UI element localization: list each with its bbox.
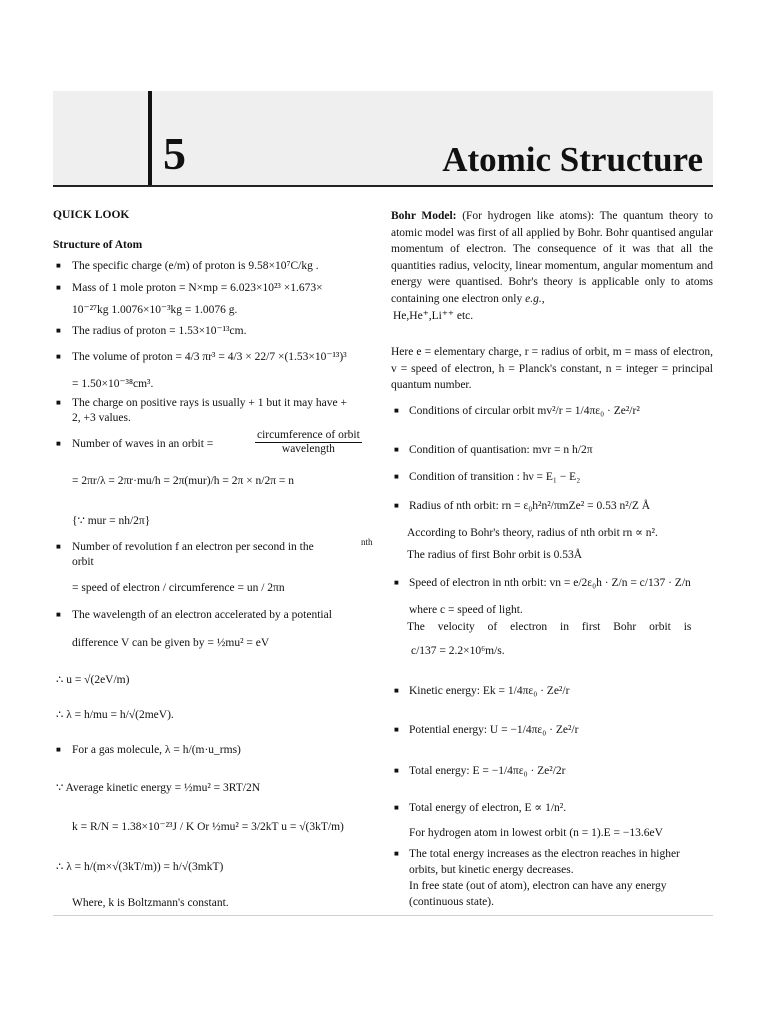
waves-equation: = 2πr/λ = 2πr·mu/h = 2π(mur)/h = 2π × n/2π = n bbox=[72, 475, 295, 487]
bullet-icon: ■ bbox=[56, 745, 61, 754]
bullet-icon: ■ bbox=[394, 445, 399, 454]
wavelength-text: The wavelength of an electron accelerated by a potential bbox=[72, 609, 332, 621]
total-energy: Total energy: E = −1/4πε₀ · Ze²/2r bbox=[409, 765, 566, 777]
waves-fraction-numerator: circumference of orbit bbox=[257, 429, 360, 441]
bottom-divider bbox=[53, 915, 713, 916]
bullet-icon: ■ bbox=[394, 803, 399, 812]
mass-mole-text: Mass of 1 mole proton = N×mp = 6.023×10²³ ×1.673× bbox=[72, 282, 323, 294]
de-broglie-equation: ∴ λ = h/mu = h/√(2meV). bbox=[56, 709, 174, 721]
potential-energy: Potential energy: U = −1/4πε₀ · Ze²/r bbox=[409, 724, 579, 736]
bullet-icon: ■ bbox=[56, 326, 61, 335]
velocity-first-orbit: The velocity of electron in first Bohr orbit is bbox=[407, 621, 692, 633]
first-bohr-radius: The radius of first Bohr orbit is 0.53Å bbox=[407, 549, 583, 561]
volume-proton-text: The volume of proton = 4/3 πr³ = 4/3 × 22/7 ×(1.53×10⁻¹³)³ bbox=[72, 351, 347, 363]
gas-molecule-text: For a gas molecule, λ = h/(m·u_rms) bbox=[72, 744, 241, 756]
radius-note: According to Bohr's theory, radius of nth orbit rn ∝ n². bbox=[407, 527, 658, 539]
transition-condition: Condition of transition : hν = E₁ − E₂ bbox=[409, 471, 581, 483]
speed-equation: Speed of electron in nth orbit: vn = e/2ε₀h · Z/n = c/137 · Z/n bbox=[409, 577, 691, 589]
revolution-continued: orbit bbox=[72, 556, 94, 568]
radius-nth-orbit: Radius of nth orbit: rn = ε₀h²n²/πmZe² = 0.53 n²/Z Å bbox=[409, 500, 651, 512]
bullet-icon: ■ bbox=[394, 472, 399, 481]
bullet-icon: ■ bbox=[394, 501, 399, 510]
boltzmann-note: Where, k is Boltzmann's constant. bbox=[72, 897, 229, 909]
bullet-icon: ■ bbox=[56, 283, 61, 292]
chapter-title: Atomic Structure bbox=[442, 140, 703, 179]
speed-of-light-note: where c = speed of light. bbox=[409, 604, 523, 616]
hydrogen-lowest-orbit: For hydrogen atom in lowest orbit (n = 1).E = −13.6eV bbox=[409, 827, 663, 839]
mass-mole-continued: 10⁻²⁷kg 1.0076×10⁻³kg = 1.0076 g. bbox=[72, 304, 238, 316]
bullet-icon: ■ bbox=[56, 261, 61, 270]
specific-charge-text: The specific charge (e/m) of proton is 9.58×10⁷C/kg . bbox=[72, 260, 319, 272]
bohr-model-label: Bohr Model: bbox=[391, 210, 457, 222]
bullet-icon: ■ bbox=[56, 542, 61, 551]
average-ke-equation: ∵ Average kinetic energy = ½mu² = 3RT/2N bbox=[56, 782, 261, 794]
waves-fraction bbox=[255, 429, 362, 456]
bullet-icon: ■ bbox=[56, 610, 61, 619]
charge-rays-text: The charge on positive rays is usually + 1 but it may have + bbox=[72, 397, 347, 409]
velocity-first-equation: c/137 = 2.2×10⁶m/s. bbox=[411, 645, 505, 657]
bullet-icon: ■ bbox=[56, 352, 61, 361]
revolution-equation: = speed of electron / circumference = un / 2πn bbox=[72, 582, 285, 594]
chapter-header bbox=[53, 91, 713, 187]
symbols-paragraph: Here e = elementary charge, r = radius of orbit, m = mass of electron, v = speed of electron, h = Planck's constant, n = integer = principal quantum number. bbox=[391, 346, 713, 391]
structure-heading: Structure of Atom bbox=[53, 239, 143, 251]
gas-wavelength-equation: ∴ λ = h/(m×√(3kT/m)) = h/√(3mkT) bbox=[56, 861, 224, 873]
header-divider bbox=[148, 91, 152, 185]
quantisation-condition: Condition of quantisation: mvr = n h/2π bbox=[409, 444, 593, 456]
volume-result: = 1.50×10⁻³⁸cm³. bbox=[72, 378, 154, 390]
total-energy-electron: Total energy of electron, E ∝ 1/n². bbox=[409, 802, 567, 814]
kinetic-energy: Kinetic energy: Ek = 1/4πε₀ · Ze²/r bbox=[409, 685, 570, 697]
bullet-icon: ■ bbox=[394, 725, 399, 734]
bohr-ions: He,He⁺,Li⁺⁺ etc. bbox=[393, 310, 474, 322]
waves-fraction-denominator: wavelength bbox=[281, 443, 335, 455]
waves-text: Number of waves in an orbit = bbox=[72, 438, 214, 450]
energy-increase-text: The total energy increases as the electron reaches in higher bbox=[409, 848, 680, 860]
bohr-model-body: (For hydrogen like atoms): The quantum theory to atomic model was first of all applied by Bohr. Bohr quantised angular momentum of electron. The consequence of it was that all the quantities radius, velocity, linear momentum, angular momentum and energy were quantised. Bohr's theory is applicable only to atoms containing one electron only bbox=[391, 210, 714, 305]
free-state-continued: (continuous state). bbox=[409, 896, 494, 908]
bullet-icon: ■ bbox=[394, 849, 399, 858]
bohr-model-paragraph bbox=[391, 208, 713, 307]
boltzmann-equation: k = R/N = 1.38×10⁻²³J / K Or ½mu² = 3/2kT u = √(3kT/m) bbox=[72, 821, 344, 833]
quick-look-heading: QUICK LOOK bbox=[53, 209, 130, 221]
chapter-number: 5 bbox=[163, 128, 186, 179]
bullet-icon: ■ bbox=[394, 406, 399, 415]
radius-proton-text: The radius of proton = 1.53×10⁻¹³cm. bbox=[72, 325, 247, 337]
wavelength-continued: difference V can be given by = ½mu² = eV bbox=[72, 637, 270, 649]
energy-increase-continued: orbits, but kinetic energy decreases. bbox=[409, 864, 574, 876]
circular-orbit-condition: Conditions of circular orbit mv²/r = 1/4πε₀ · Ze²/r² bbox=[409, 405, 640, 417]
bohr-eg: e.g., bbox=[525, 292, 545, 305]
revolution-superscript: nth bbox=[361, 537, 373, 547]
mur-equation: {∵ mur = nh/2π} bbox=[72, 515, 151, 527]
bullet-icon: ■ bbox=[394, 686, 399, 695]
bullet-icon: ■ bbox=[56, 439, 61, 448]
free-state-text: In free state (out of atom), electron can have any energy bbox=[409, 880, 667, 892]
bullet-icon: ■ bbox=[394, 766, 399, 775]
velocity-equation: ∴ u = √(2eV/m) bbox=[56, 674, 130, 686]
revolution-text: Number of revolution f an electron per second in the bbox=[72, 541, 314, 553]
bullet-icon: ■ bbox=[394, 578, 399, 587]
bullet-icon: ■ bbox=[56, 398, 61, 407]
charge-rays-continued: 2, +3 values. bbox=[72, 412, 131, 424]
